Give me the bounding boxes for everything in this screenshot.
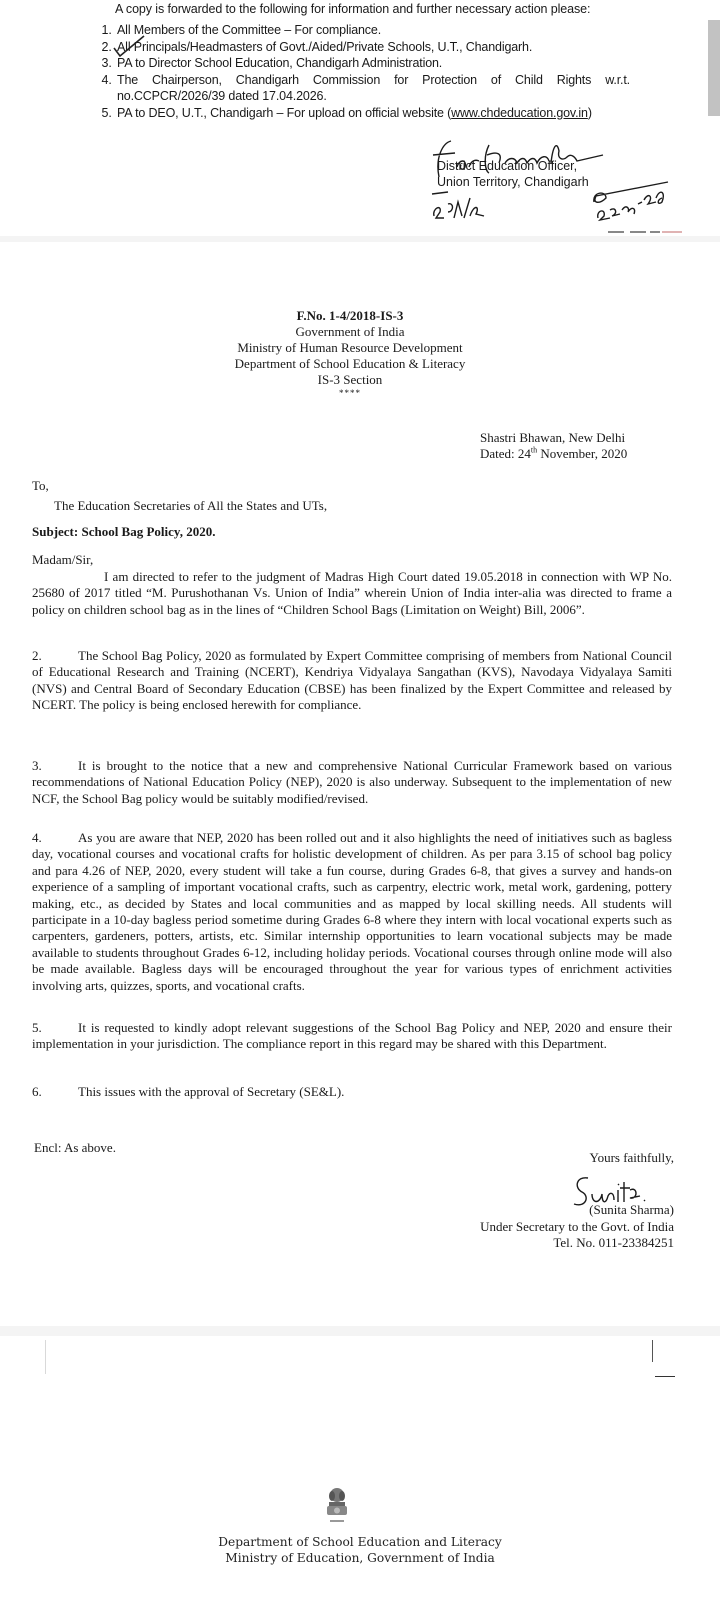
header-line: Ministry of Human Resource Development: [237, 340, 463, 355]
mhrd-letter-page: [0, 242, 720, 1326]
para-text: I am directed to refer to the judgment of Madras High Court dated 19.05.2018 in connection with WP No. 25680 of 2017 titled “M. Purushothanan Vs. Union of India” wherein Union of India inter-alia was directed to frame a policy on children school bag as in the lines of “Children School Bags (Limitation on Weight) Bill, 2006”.: [32, 569, 672, 617]
cut-off-text-icon: [590, 228, 685, 234]
footer-page: [0, 1336, 720, 1600]
para-text: The School Bag Policy, 2020 as formulated by Expert Committee comprising of members from National Council of Educational Research and Training (NCERT), Kendriya Vidyalaya Sangathan (KVS), Navodaya Vidyalaya Samiti (NVS) and Central Board of Secondary Education (CBSE) has been finalized by the Expert Committee and released by NCERT. The policy is being enclosed herewith for compliance.: [32, 648, 672, 713]
page-edge: [45, 1340, 46, 1374]
recipient-text: ): [587, 105, 592, 120]
paragraph-4: [32, 830, 672, 994]
place: Shastri Bhawan, New Delhi: [480, 430, 626, 445]
recipient-item: [115, 22, 630, 39]
enclosure-note: Encl: As above.: [34, 1140, 116, 1155]
telephone: Tel. No. 011-23384251: [553, 1235, 674, 1251]
letter-header: [180, 308, 520, 398]
paragraph-6: [32, 1084, 672, 1100]
header-line: Department of School Education & Literacy: [234, 356, 466, 371]
paragraph-3: [32, 758, 672, 807]
date-day: Dated: 24: [480, 446, 531, 461]
para-text: It is brought to the notice that a new and comprehensive National Curricular Framework based on various recommendations of National Education Policy (NEP), 2020 is also underway. Subsequent to the implementation of new NCF, the School Bag policy would be suitably modified/revised.: [32, 758, 672, 806]
file-number: F.No. 1-4/2018-IS-3: [296, 308, 404, 323]
scrollbar-thumb[interactable]: [708, 20, 720, 116]
forwarding-note-page: [0, 0, 720, 236]
text-cursor: [652, 1340, 653, 1362]
to-label: To,: [32, 478, 49, 493]
forwarding-intro: A copy is forwarded to the following for information and further necessary action please:: [115, 2, 591, 16]
website-link[interactable]: www.chdeducation.gov.in: [451, 105, 588, 120]
footer-department: Department of School Education and Literacy: [218, 1535, 502, 1549]
page-mark: [655, 1376, 675, 1377]
subject: Subject: School Bag Policy, 2020.: [32, 524, 216, 539]
recipient-text: The Chairperson, Chandigarh Commission for Protection of Child Rights w.r.t. no.CCPCR/2026/39 dated 17.04.2026.: [117, 72, 630, 103]
national-emblem-icon: [324, 1486, 350, 1526]
para-text: This issues with the approval of Secretary (SE&L).: [78, 1084, 345, 1099]
para-number: 6.: [32, 1084, 42, 1099]
signatory-block: [437, 158, 589, 190]
date-suffix: th: [530, 445, 538, 455]
footer-ministry: Ministry of Education, Government of India: [225, 1551, 495, 1565]
para-text: As you are aware that NEP, 2020 has been rolled out and it also highlights the need of initiatives such as bagless day, vocational courses and vocational crafts for holistic development of children. As per para 3.15 of school bag policy and para 4.26 of NEP, 2020, every student will take a fun course, during Grades 6-8, that gives a survey and hands-on experience of a sampling of important vocational crafts, such as carpentry, electric work, metal work, gardening, pottery making, etc., as decided by States and local communities and as mapped by local skilling needs. All students will participate in a 10-day bagless period sometime during Grades 6-8 where they intern with local vocational experts such as carpenters, gardeners, potters, artists, etc. Similar internship opportunities to learn vocational subjects may be made available to students throughout Grades 6-12, including holiday periods. Vocational courses through online mode will also be made available. Bagless days will be encouraged throughout the year for various types of enrichment activities involving arts, quizzes, sports, and vocational crafts.: [32, 830, 672, 993]
separator: ****: [339, 388, 361, 398]
place-date-block: [480, 430, 627, 462]
paragraph-1: [32, 569, 672, 618]
signatory-designation: District Education Officer,: [437, 159, 578, 173]
salutation: Madam/Sir,: [32, 552, 94, 567]
para-text: It is requested to kindly adopt relevant suggestions of the School Bag Policy and NEP, 2020 and ensure their implementation in your jurisdiction. The compliance report in this regard may be shared with this Department.: [32, 1020, 672, 1052]
para-number: 2.: [32, 648, 42, 663]
signatory-name: (Sunita Sharma): [589, 1202, 674, 1218]
valediction: Yours faithfully,: [589, 1150, 674, 1165]
addressee: The Education Secretaries of All the States and UTs,: [54, 498, 328, 513]
recipient-text: PA to DEO, U.T., Chandigarh – For upload on official website (: [117, 105, 452, 120]
recipient-text: All Members of the Committee – For compliance.: [117, 23, 382, 37]
date: [480, 446, 627, 462]
signatory-office: Union Territory, Chandigarh: [437, 175, 589, 189]
recipient-item: [115, 39, 630, 56]
signatory-designation: Under Secretary to the Govt. of India: [480, 1218, 674, 1234]
recipient-item: [115, 72, 630, 105]
paragraph-5: [32, 1020, 672, 1053]
recipient-text: All Principals/Headmasters of Govt./Aided/Private Schools, U.T., Chandigarh.: [117, 39, 533, 54]
handwritten-date-icon: [590, 180, 670, 222]
paragraph-2: [32, 648, 672, 714]
recipient-item: [115, 105, 630, 122]
date-month-year: November, 2020: [537, 446, 628, 461]
handwritten-signature-icon: [568, 1174, 648, 1210]
recipient-item: [115, 55, 630, 72]
checkmark-icon: [112, 34, 146, 58]
footer-text: [150, 1534, 570, 1566]
recipient-list: [88, 22, 630, 121]
para-number: 3.: [32, 758, 42, 773]
para-number: 5.: [32, 1020, 42, 1035]
para-number: 4.: [32, 830, 42, 845]
header-line: Government of India: [295, 324, 405, 339]
header-line: IS-3 Section: [317, 372, 383, 387]
handwritten-date-icon: [430, 190, 490, 220]
recipient-text: PA to Director School Education, Chandigarh Administration.: [117, 56, 443, 70]
